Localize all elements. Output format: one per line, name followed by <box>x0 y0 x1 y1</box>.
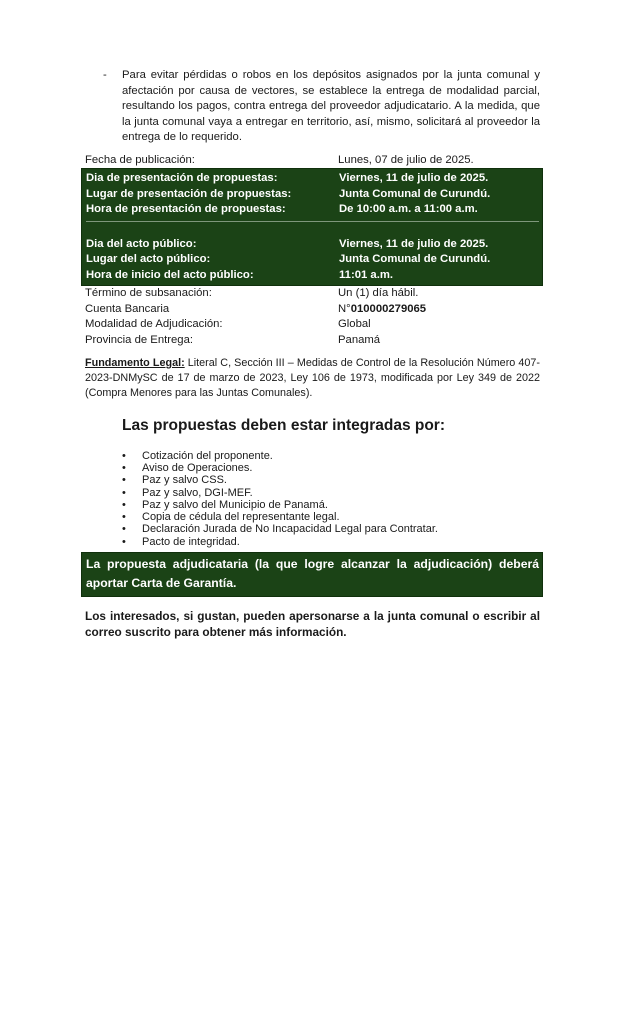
list-item <box>122 474 540 486</box>
table-row-bank-account <box>85 302 540 318</box>
row-label: Lugar del acto público: <box>86 253 211 265</box>
bullet-icon: • <box>122 461 126 474</box>
list-item-text: Cotización del proponente. <box>142 449 273 462</box>
row-label: Fecha de publicación: <box>85 153 195 166</box>
bullet-icon: • <box>122 523 126 536</box>
list-item <box>122 462 540 474</box>
row-value: Viernes, 11 de julio de 2025. <box>339 172 489 184</box>
bullet-icon: • <box>122 511 126 524</box>
bullet-icon: • <box>122 486 126 499</box>
row-value: Junta Comunal de Curundú. <box>339 187 491 200</box>
row-value: De 10:00 a.m. a 11:00 a.m. <box>339 203 478 215</box>
row-label: Dia del acto público: <box>86 237 197 250</box>
bank-number-prefix: N° <box>338 302 351 315</box>
list-item-text: Declaración Jurada de No Incapacidad Legal para Contratar. <box>142 523 438 536</box>
bullet-icon: • <box>122 449 126 462</box>
legal-basis-text: Literal C, Sección III – Medidas de Control de la Resolución Número 407-2023-DNMySC de 17 de marzo de 2023, Ley 106 de 1973, modificada por Ley 349 de 2022 (Compra Menores para las Juntas Comunales). <box>85 357 540 400</box>
list-item <box>122 499 540 511</box>
guarantee-banner: La propuesta adjudicataria (la que logre alcanzar la adjudicación) deberá aportar Carta de Garantía. <box>81 552 543 597</box>
list-item-text: Paz y salvo, DGI-MEF. <box>142 486 253 499</box>
row-value: Global <box>338 318 371 330</box>
row-value: 11:01 a.m. <box>339 268 394 281</box>
row-label: Cuenta Bancaria <box>85 302 170 315</box>
list-item <box>122 511 540 523</box>
bullet-icon: • <box>122 474 126 487</box>
info-table <box>85 153 540 349</box>
row-label: Lugar de presentación de propuestas: <box>86 187 292 200</box>
section-heading: Las propuestas deben estar integradas por: <box>122 416 446 434</box>
intro-text: Para evitar pérdidas o robos en los depósitos asignados por la junta comunal y afectación por causa de vectores, se establece la entrega de modalidad parcial, resultando los pagos, contra entrega del proveedor adjudicatario. A la medida, que la junta comunal vaya a entregar en territorio, así, mismo, solicitará al proveedor la entrega de lo requerido. <box>122 69 540 143</box>
bullet-icon: • <box>122 498 126 511</box>
row-label: Modalidad de Adjudicación: <box>85 318 223 330</box>
row-value <box>338 302 540 318</box>
legal-basis-paragraph <box>85 356 540 402</box>
list-item-text: Paz y salvo del Municipio de Panamá. <box>142 498 328 511</box>
list-item <box>122 536 540 548</box>
table-row-act-place <box>86 252 539 268</box>
row-value: Viernes, 11 de julio de 2025. <box>339 237 489 250</box>
row-label: Término de subsanación: <box>85 287 212 299</box>
dash-bullet: - <box>103 69 107 81</box>
table-row-publication <box>85 153 540 169</box>
list-item-text: Aviso de Operaciones. <box>142 461 253 474</box>
row-value: Lunes, 07 de julio de 2025. <box>338 153 474 166</box>
table-separator-line <box>86 221 539 222</box>
legal-basis-lead: Fundamento Legal: <box>85 357 185 369</box>
row-value: Junta Comunal de Curundú. <box>339 253 491 265</box>
list-item <box>122 523 540 535</box>
table-row-provincia <box>85 333 540 349</box>
table-row-act-start <box>86 268 539 284</box>
bank-number: 010000279065 <box>350 302 427 315</box>
bullet-icon: • <box>122 535 126 548</box>
requirements-list <box>122 450 540 548</box>
table-row-act-day <box>86 237 539 253</box>
list-item-text: Paz y salvo CSS. <box>142 474 227 487</box>
list-item <box>122 487 540 499</box>
list-item <box>122 450 540 462</box>
green-highlight-block <box>81 168 543 286</box>
row-value: Un (1) día hábil. <box>338 287 419 299</box>
list-item-text: Copia de cédula del representante legal. <box>142 511 340 524</box>
closing-paragraph: Los interesados, si gustan, pueden apersonarse a la junta comunal o escribir al correo suscrito para obtener más información. <box>85 608 540 639</box>
table-row-proposal-day <box>86 171 539 187</box>
row-label: Hora de inicio del acto público: <box>86 268 254 281</box>
table-row-proposal-time <box>86 202 539 218</box>
row-label: Hora de presentación de propuestas: <box>86 203 286 215</box>
row-label: Dia de presentación de propuestas: <box>86 172 278 184</box>
list-item-text: Pacto de integridad. <box>142 535 240 548</box>
row-label: Provincia de Entrega: <box>85 333 194 346</box>
table-row-proposal-place <box>86 187 539 203</box>
table-row-subsanacion <box>85 286 540 302</box>
table-row-modalidad <box>85 317 540 333</box>
intro-paragraph <box>85 68 540 146</box>
row-value: Panamá <box>338 333 381 346</box>
